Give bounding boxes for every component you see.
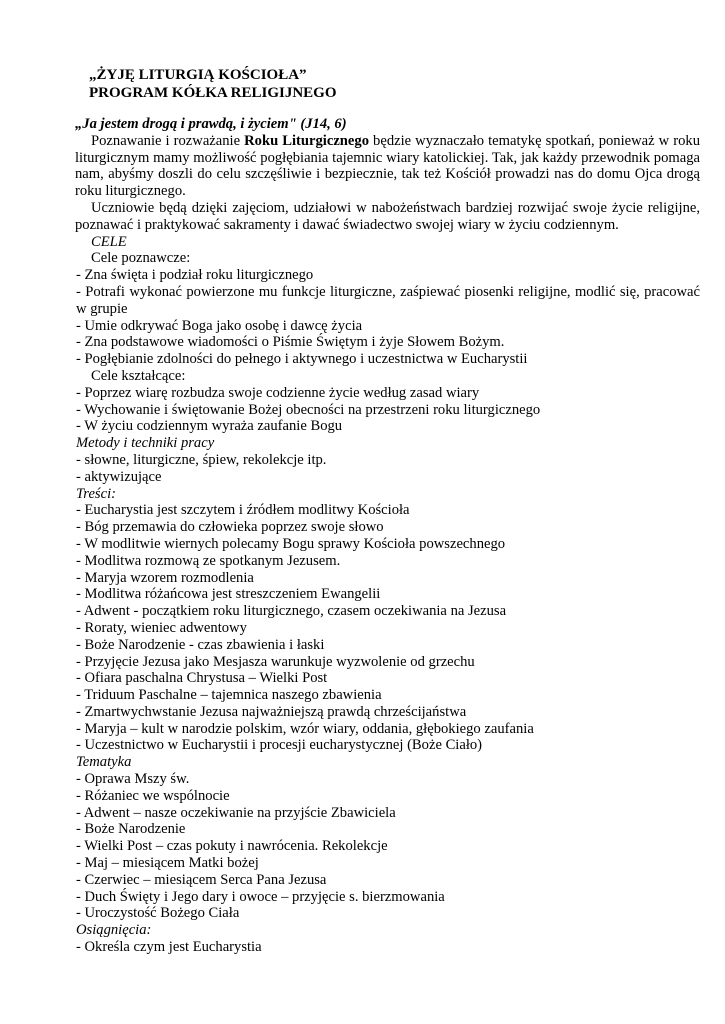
list-item: - Ofiara paschalna Chrystusa – Wielki Post	[76, 670, 328, 687]
list-item: - Adwent – nasze oczekiwanie na przyjście Zbawiciela	[76, 804, 396, 821]
list-item: - Bóg przemawia do człowieka poprzez swoje słowo	[76, 519, 384, 536]
list-item: - Boże Narodzenie	[76, 821, 186, 838]
intro-text-start: Poznawanie i rozważanie	[91, 132, 245, 149]
document-subtitle: PROGRAM KÓŁKA RELIGIJNEGO	[89, 85, 337, 101]
intro-paragraph	[75, 133, 700, 200]
list-item: - aktywizujące	[76, 468, 162, 485]
list-item: - słowne, liturgiczne, śpiew, rekolekcje itp.	[76, 451, 327, 468]
topics-list	[76, 771, 700, 922]
list-item: - Maryja wzorem rozmodlenia	[76, 569, 254, 586]
list-item: - W życiu codziennym wyraża zaufanie Bogu	[76, 418, 343, 435]
list-item: - Zna święta i podział roku liturgicznego	[76, 267, 314, 284]
intro-text-end: będzie wyznaczało tematykę spotkań, ponieważ w roku liturgicznym mamy możliwość pogłębiania tajemnic wiary katolickiej. Tak, jak każdy przewodnik pomaga nam, abyśmy doszli do celu szczęśliwie i bezpiecznie, tak też Kościół prowadzi nas do domu Ojca drogą roku liturgicznego.	[75, 132, 701, 200]
list-item: - Pogłębianie zdolności do pełnego i aktywnego i uczestnictwa w Eucharystii	[76, 351, 528, 368]
list-item: - Różaniec we wspólnocie	[76, 787, 230, 804]
document-title: „ŻYJĘ LITURGIĄ KOŚCIOŁA”	[89, 67, 307, 83]
list-item: - Czerwiec – miesiącem Serca Pana Jezusa	[76, 871, 327, 888]
list-item: - Duch Święty i Jego dary i owoce – przyjęcie s. bierzmowania	[76, 888, 445, 905]
list-item: - Triduum Paschalne – tajemnica naszego zbawienia	[76, 687, 382, 704]
list-item: - Zna podstawowe wiadomości o Piśmie Świętym i żyje Słowem Bożym.	[76, 334, 505, 351]
document-page	[75, 66, 700, 956]
list-item: - Modlitwa rozmową ze spotkanym Jezusem.	[76, 552, 341, 569]
cognitive-goals-list	[76, 267, 700, 368]
list-item: - Umie odkrywać Boga jako osobę i dawcę życia	[76, 317, 363, 334]
list-item: - Maj – miesiącem Matki bożej	[76, 855, 259, 872]
list-item: - Przyjęcie Jezusa jako Mesjasza warunkuje wyzwolenie od grzechu	[76, 653, 475, 670]
list-item: - Roraty, wieniec adwentowy	[76, 619, 247, 636]
list-item: - Poprzez wiarę rozbudza swoje codzienne życie według zasad wiary	[76, 384, 480, 401]
list-item: - Wielki Post – czas pokuty i nawrócenia. Rekolekcje	[76, 838, 388, 855]
list-item: - Zmartwychwstanie Jezusa najważniejszą prawdą chrześcijaństwa	[76, 703, 467, 720]
achievements-heading: Osiągnięcia:	[76, 922, 152, 939]
educational-goals-list	[76, 385, 700, 435]
topics-heading: Tematyka	[76, 754, 132, 771]
achievements-list	[76, 939, 700, 956]
bible-quote: „Ja jestem drogą i prawdą, i życiem" (J14, 6)	[75, 116, 347, 132]
intro-bold-term: Roku Liturgicznego	[244, 132, 369, 149]
contents-list	[76, 502, 700, 754]
list-item: - Modlitwa różańcowa jest streszczeniem Ewangelii	[76, 586, 381, 603]
list-item: - Wychowanie i świętowanie Bożej obecności na przestrzeni roku liturgicznego	[76, 401, 541, 418]
list-item: - Potrafi wykonać powierzone mu funkcje liturgiczne, zaśpiewać piosenki religijne, modlić się, pracować w grupie	[76, 283, 700, 317]
list-item: - Boże Narodzenie - czas zbawienia i łaski	[76, 636, 325, 653]
list-item: - Określa czym jest Eucharystia	[76, 939, 262, 956]
educational-goals-heading: Cele kształcące:	[91, 367, 186, 384]
list-item: - Adwent - początkiem roku liturgicznego, czasem oczekiwania na Jezusa	[76, 603, 507, 620]
list-item: - Uroczystość Bożego Ciała	[76, 905, 240, 922]
list-item: - W modlitwie wiernych polecamy Bogu sprawy Kościoła powszechnego	[76, 535, 506, 552]
cognitive-goals-heading: Cele poznawcze:	[91, 250, 191, 267]
list-item: - Eucharystia jest szczytem i źródłem modlitwy Kościoła	[76, 502, 410, 519]
contents-heading: Treści:	[76, 485, 116, 502]
methods-list	[76, 452, 700, 486]
list-item: - Uczestnictwo w Eucharystii i procesji eucharystycznej (Boże Ciało)	[76, 737, 483, 754]
goals-heading: CELE	[91, 233, 127, 250]
methods-heading: Metody i techniki pracy	[76, 435, 215, 452]
list-item: - Maryja – kult w narodzie polskim, wzór wiary, oddania, głębokiego zaufania	[76, 720, 534, 737]
section-goals	[75, 234, 700, 956]
list-item: - Oprawa Mszy św.	[76, 771, 190, 788]
second-paragraph: Uczniowie będą dzięki zajęciom, udziałowi w nabożeństwach bardziej rozwijać swoje życie religijne, poznawać i praktykować sakramenty i dawać świadectwo swojej wiary w życiu codziennym.	[75, 199, 700, 233]
